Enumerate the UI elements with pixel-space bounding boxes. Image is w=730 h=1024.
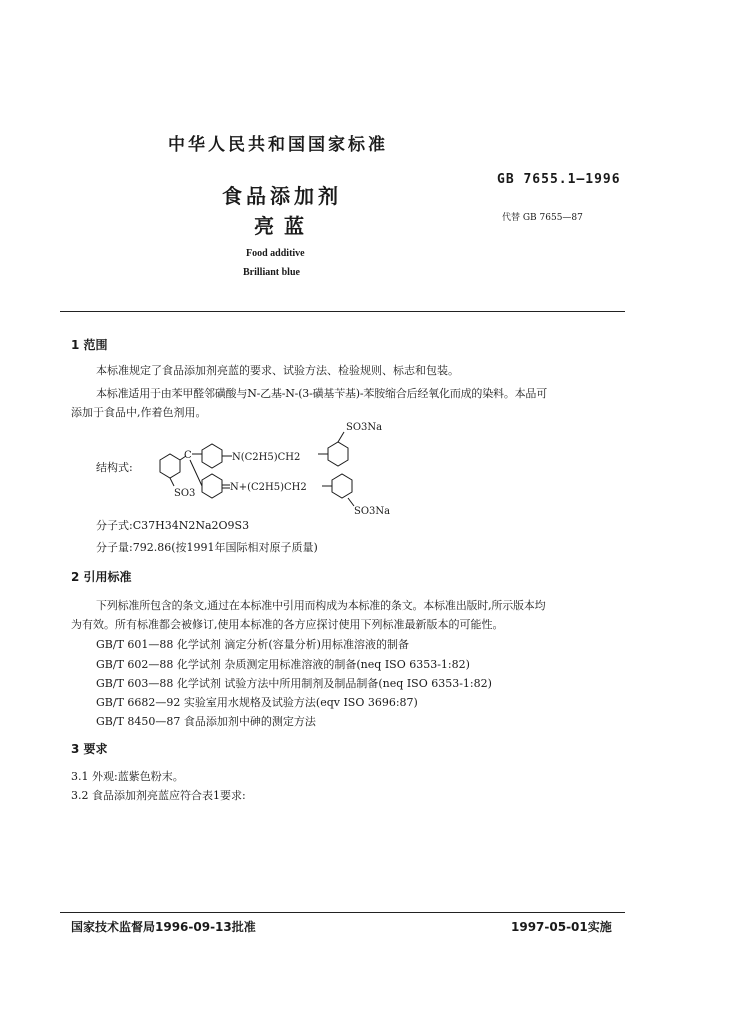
requirement-3-2: 3.2 食品添加剂亮蓝应符合表1要求:	[71, 789, 246, 802]
molecular-formula: 分子式:C37H34N2Na2O9S3	[96, 519, 250, 532]
section-2-heading: 2 引用标准	[71, 570, 132, 584]
structure-central-carbon: C	[184, 450, 192, 461]
section-2-paragraph-b: 为有效。所有标准都会被修订,使用本标准的各方应探讨使用下列标准最新版本的可能性。	[71, 618, 504, 631]
requirement-3-1: 3.1 外观:蓝紫色粉末。	[71, 770, 184, 783]
section-1-paragraph-2a: 本标准适用于由苯甲醛邻磺酸与N-乙基-N-(3-磺基苄基)-苯胺缩合后经氧化而成的染料。本品可	[96, 387, 548, 400]
english-title: Food additive	[246, 248, 305, 259]
molecular-weight: 分子量:792.86(按1991年国际相对原子质量)	[96, 541, 318, 554]
lower-right-benzene-ring	[332, 474, 352, 498]
implementation-date: 1997-05-01实施	[511, 920, 612, 934]
structure-lower-chain: N+(C2H5)CH2	[230, 482, 307, 493]
reference-item: GB/T 601—88 化学试剂 滴定分析(容量分析)用标准溶液的制备	[96, 638, 409, 651]
section-1-heading: 1 范围	[71, 338, 108, 352]
issuing-organization: 中华人民共和国国家标准	[168, 135, 388, 155]
section-3-heading: 3 要求	[71, 742, 108, 756]
structure-upper-chain: N(C2H5)CH2	[232, 452, 301, 463]
approval-date: 国家技术监督局1996-09-13批准	[71, 920, 256, 934]
document-subtitle: 亮蓝	[254, 214, 314, 238]
reference-item: GB/T 6682—92 实验室用水规格及试验方法(eqv ISO 3696:87)	[96, 696, 418, 709]
section-1-paragraph-2b: 添加于食品中,作着色剂用。	[71, 406, 207, 419]
structural-formula	[140, 418, 420, 520]
standard-code: GB 7655.1—1996	[497, 172, 621, 187]
lower-benzene-ring	[202, 474, 222, 498]
section-1-paragraph-1: 本标准规定了食品添加剂亮蓝的要求、试验方法、检验规则、标志和包装。	[96, 364, 459, 377]
reference-item: GB/T 8450—87 食品添加剂中砷的测定方法	[96, 715, 316, 728]
upper-right-benzene-ring	[328, 442, 348, 466]
section-2-paragraph-a: 下列标准所包含的条文,通过在本标准中引用而构成为本标准的条文。本标准出版时,所示版本均	[96, 599, 546, 612]
structure-so3na-bottom: SO3Na	[354, 506, 391, 517]
reference-item: GB/T 602—88 化学试剂 杂质测定用标准溶液的制备(neq ISO 6353-1:82)	[96, 658, 470, 671]
replaces-standard: 代替 GB 7655—87	[502, 213, 583, 223]
footer-divider	[60, 912, 625, 913]
upper-benzene-ring	[202, 444, 222, 468]
structure-label: 结构式:	[96, 461, 133, 474]
english-subtitle: Brilliant blue	[243, 267, 300, 278]
structure-so3-label: SO3	[174, 488, 196, 499]
reference-item: GB/T 603—88 化学试剂 试验方法中所用制剂及制品制备(neq ISO 6353-1:82)	[96, 677, 492, 690]
left-benzene-ring	[160, 454, 180, 478]
document-title: 食品添加剂	[222, 184, 342, 208]
header-divider	[60, 311, 625, 312]
structure-so3na-top: SO3Na	[346, 422, 383, 433]
